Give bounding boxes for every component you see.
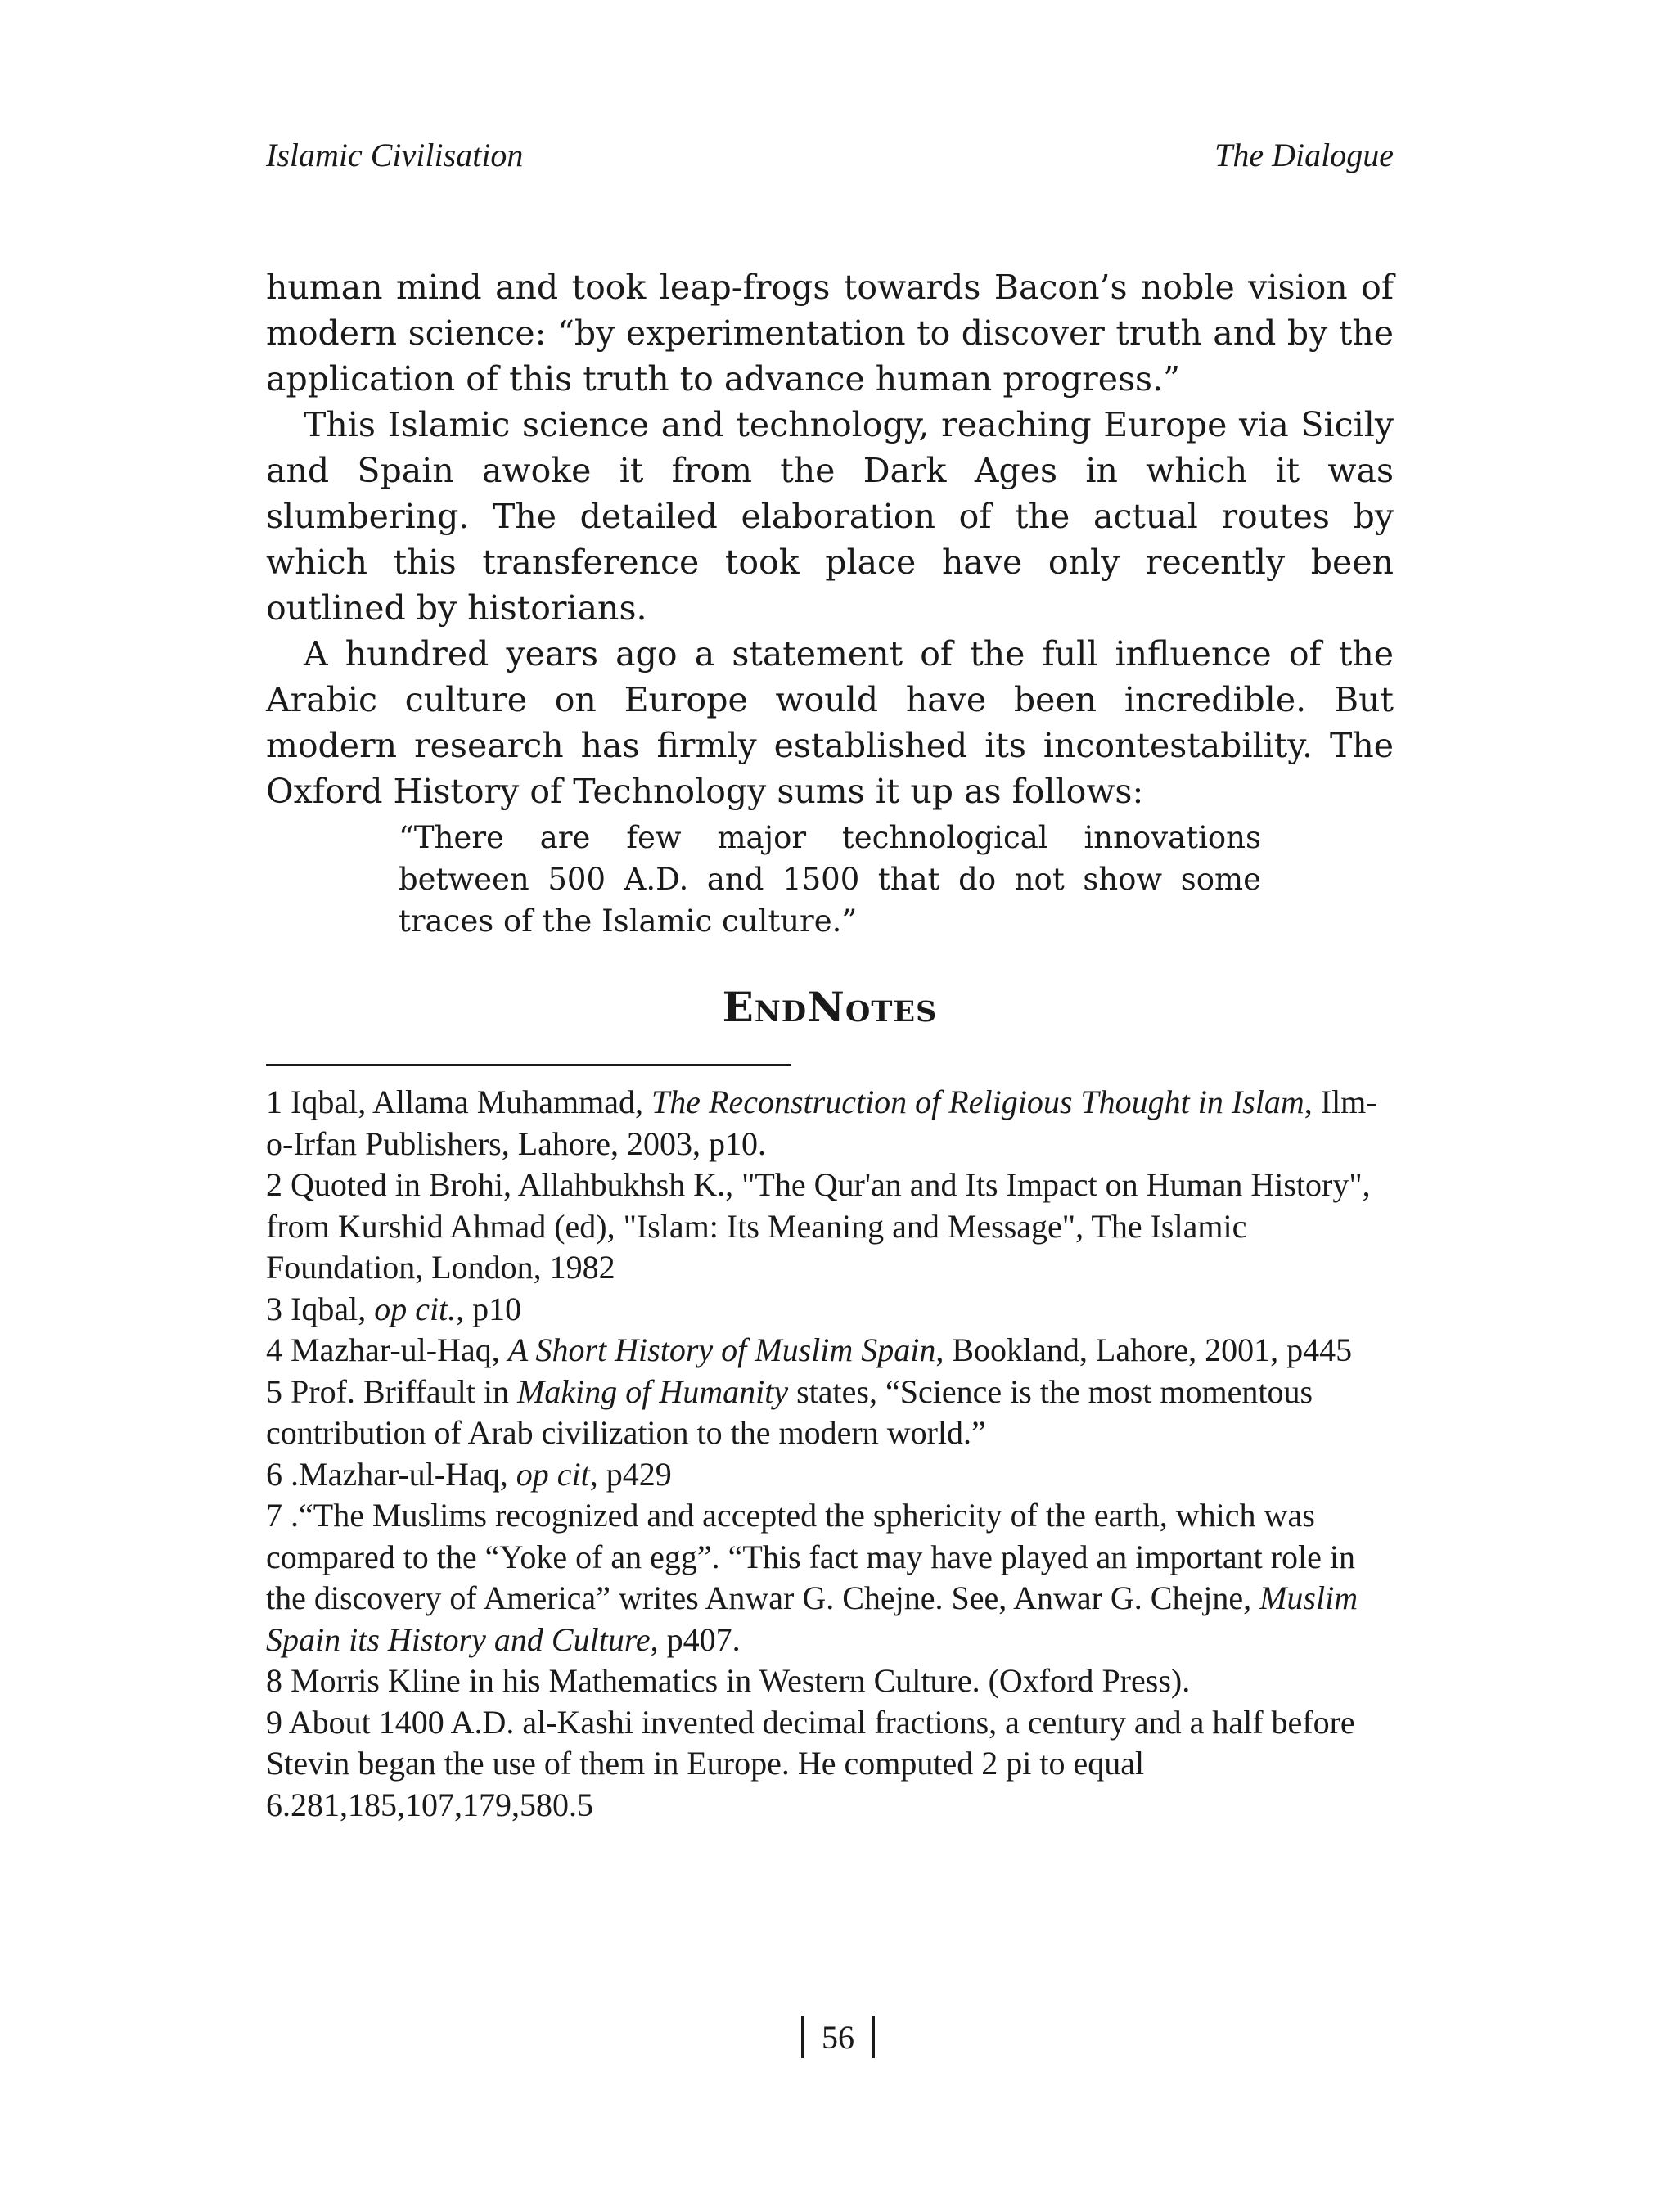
endnote-2: 2 Quoted in Brohi, Allahbukhsh K., "The Qur'an and Its Impact on Human History", from Kurshid Ahmad (ed), "Islam: Its Meaning and Message", The Islamic Foundation, London, 1982: [266, 1166, 1371, 1286]
page-number: 56: [822, 2018, 854, 2056]
paragraph-2: This Islamic science and technology, reaching Europe via Sicily and Spain awoke it from the Dark Ages in which it was slumbering. The detailed elaboration of the actual routes by which this transference took place have only recently been outlined by historians.: [266, 405, 1394, 628]
paragraph-3: A hundred years ago a statement of the full influence of the Arabic culture on Europe would have been incredible. But modern research has firmly established its incontestability. The Oxford History of Technology sums it up as follows:: [266, 634, 1394, 811]
endnote-5: 5 Prof. Briffault in Making of Humanity states, “Science is the most momentous contribution of Arab civilization to the modern world.”: [266, 1372, 1313, 1451]
endnotes-heading: EndNotes: [722, 983, 938, 1031]
page-number-bar-right: [872, 2016, 875, 2058]
header-section-title: The Dialogue: [1214, 137, 1394, 173]
page-number-bar-left: [801, 2016, 804, 2058]
endnote-8: 8 Morris Kline in his Mathematics in Western Culture. (Oxford Press).: [266, 1662, 1191, 1699]
endnote-6: 6 .Mazhar-ul-Haq, op cit, p429: [266, 1455, 672, 1493]
paragraph-1: human mind and took leap-frogs towards Bacon’s noble vision of modern science: “by experimentation to discover truth and by the application of this truth to advance human progress.”: [266, 268, 1394, 399]
page-number-footer: [777, 2012, 899, 2061]
endnote-3: 3 Iqbal, op cit., p10: [266, 1290, 522, 1327]
main-text: [266, 264, 1394, 814]
running-header: [266, 131, 1394, 180]
block-quote: “There are few major technological innovations between 500 A.D. and 1500 that do not show some traces of the Islamic culture.”: [399, 820, 1261, 939]
endnote-7: 7 .“The Muslims recognized and accepted the sphericity of the earth, which was compared to the “Yoke of an egg”. “This fact may have played an important role in the discovery of America” writes Anwar G. Chejne. See, Anwar G. Chejne, Muslim Spain its History and Culture, p407.: [266, 1497, 1358, 1658]
endnotes-list: [266, 1082, 1394, 1826]
footnote-rule: [266, 1064, 791, 1066]
endnote-4: 4 Mazhar-ul-Haq, A Short History of Muslim Spain, Bookland, Lahore, 2001, p445: [266, 1331, 1353, 1368]
header-book-title: Islamic Civilisation: [266, 137, 524, 173]
endnote-1: 1 Iqbal, Allama Muhammad, The Reconstruction of Religious Thought in Islam, Ilm-o-Irfan Publishers, Lahore, 2003, p10.: [266, 1083, 1377, 1162]
endnote-9: 9 About 1400 A.D. al-Kashi invented decimal fractions, a century and a half before Stevin began the use of them in Europe. He computed 2 pi to equal 6.281,185,107,179,580.5: [266, 1703, 1355, 1823]
